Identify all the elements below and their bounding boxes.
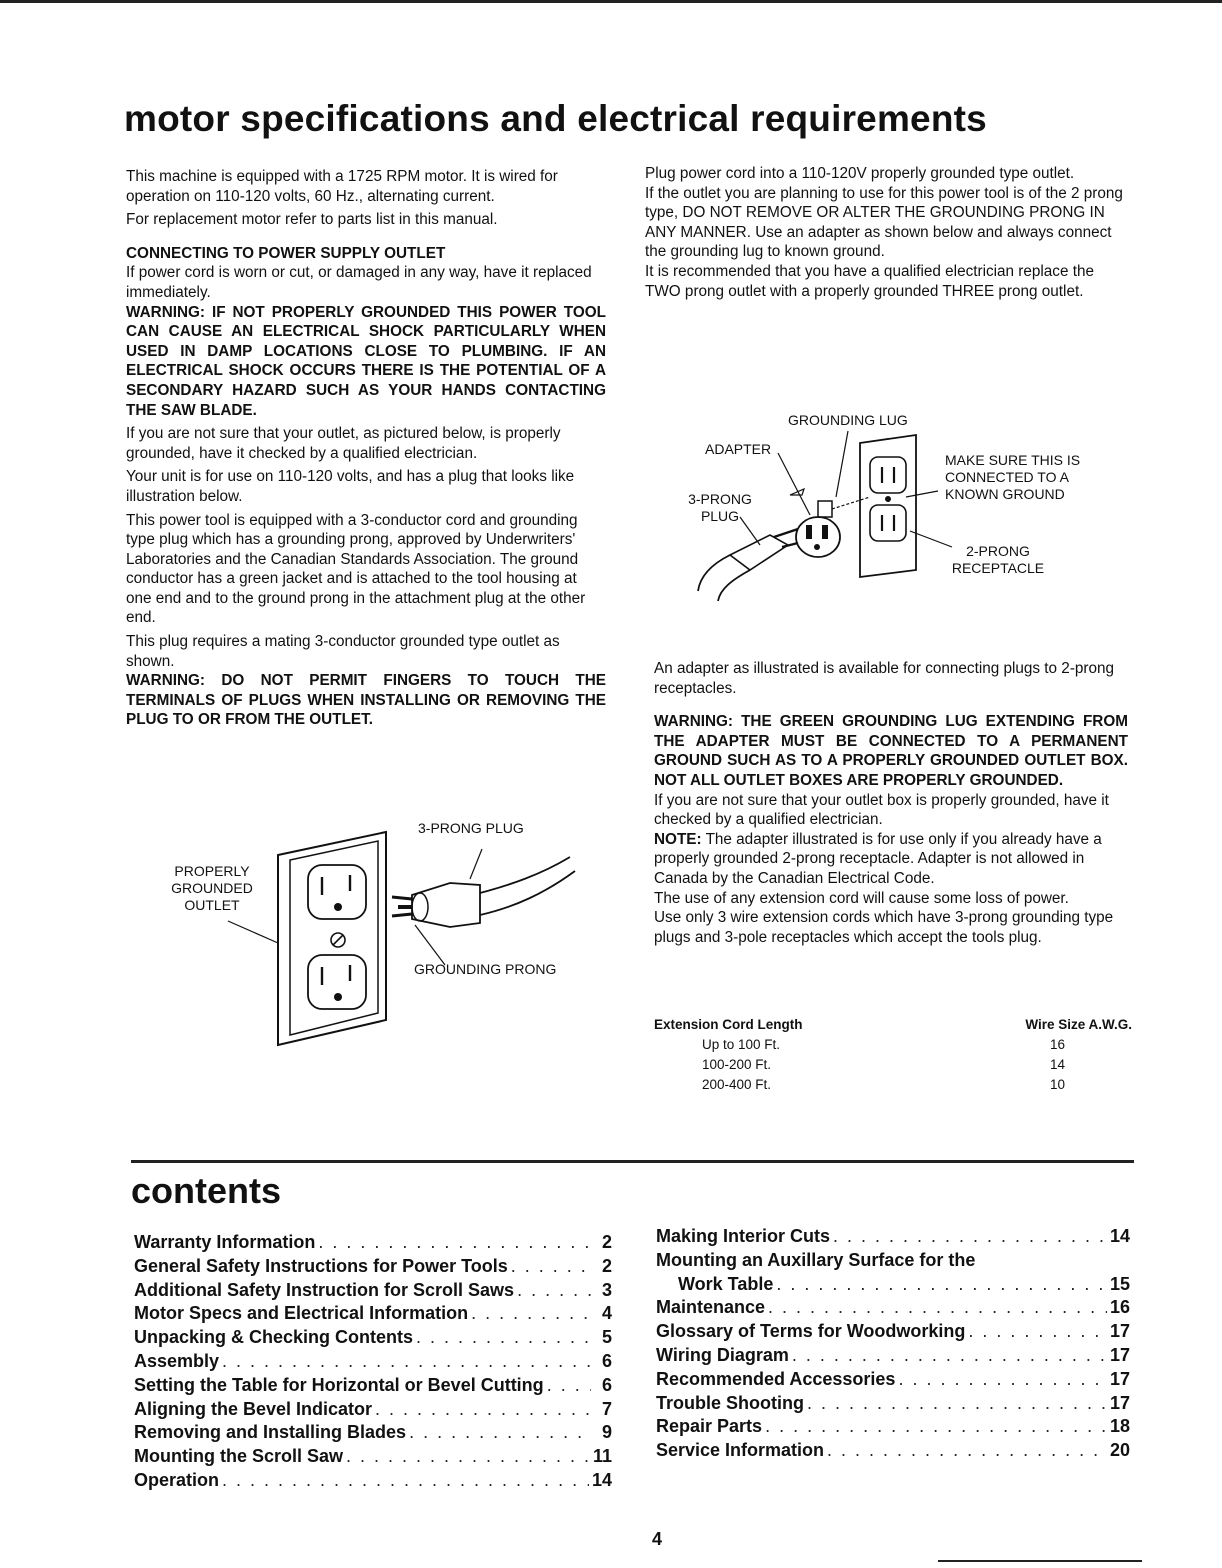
toc-label: General Safety Instructions for Power Tools (134, 1255, 508, 1276)
toc-label: Aligning the Bevel Indicator (134, 1398, 373, 1419)
conductor-paragraph: This power tool is equipped with a 3-conductor cord and grounding type plug which has a grounding prong, approved by Underwriters' Laboratories and the Canadian Standards Association. The ground conductor has a green jacket and is attached to the tool housing at one end and to the ground prong in the attachment plug at the other end. (126, 511, 586, 627)
toc-page: 18 (1109, 1416, 1130, 1437)
right-column-bottom (654, 659, 1128, 947)
adapter-available-paragraph: An adapter as illustrated is available for connecting plugs to 2-prong receptacles. (654, 660, 1115, 697)
bottom-rule (938, 1560, 1142, 1562)
toc-entry[interactable] (134, 1445, 612, 1469)
two-prong-paragraph: If the outlet you are planning to use for this power tool is of the 2 prong type, DO NOT REMOVE OR ALTER THE GROUNDING PRONG IN ANY MANNER. Use an adapter as shown below and always connect the grounding lug to known ground. (645, 184, 1123, 261)
cord-length: 200-400 Ft. (702, 1077, 772, 1092)
extension-table-header (654, 1015, 1132, 1035)
voltage-paragraph: Your unit is for use on 110-120 volts, and has a plug that looks like illustration below. (126, 468, 575, 505)
toc-page: 17 (1109, 1344, 1130, 1365)
toc-entry[interactable] (656, 1439, 1130, 1463)
toc-page: 14 (1109, 1226, 1130, 1246)
extension-cords-paragraph: Use only 3 wire extension cords which have 3-prong grounding type plugs and 3-pole receptacles which accept the tools plug. (654, 909, 1114, 946)
electrician-paragraph: It is recommended that you have a qualified electrician replace the TWO prong outlet with a properly grounded THREE prong outlet. (645, 262, 1094, 300)
mating-outlet-paragraph: This plug requires a mating 3-conductor grounded type outlet as shown. (126, 633, 560, 670)
toc-label: Motor Specs and Electrical Information (134, 1303, 469, 1324)
extension-cord-table (654, 1015, 1132, 1095)
replacement-motor-note: For replacement motor refer to parts list in this manual. (126, 211, 498, 229)
toc-label: Maintenance (656, 1297, 766, 1318)
toc-label: Making Interior Cuts (656, 1226, 831, 1246)
toc-label: Additional Safety Instruction for Scroll Saws (134, 1279, 515, 1300)
toc-entry[interactable] (134, 1279, 612, 1303)
grounding-lug-label: GROUNDING LUG (788, 412, 908, 428)
note-label: NOTE: (654, 830, 702, 848)
extension-loss-paragraph: The use of any extension cord will cause some loss of power. (654, 889, 1069, 907)
toc-page: 17 (1109, 1321, 1130, 1342)
toc-page: 14 (591, 1469, 612, 1490)
contents-title: contents (131, 1170, 282, 1211)
section-heading: CONNECTING TO POWER SUPPLY OUTLET (126, 244, 446, 262)
table-row (654, 1035, 1132, 1055)
table-row (654, 1055, 1132, 1075)
toc-entry[interactable] (656, 1392, 1130, 1416)
toc-page: 9 (601, 1422, 612, 1443)
plug-in-paragraph: Plug power cord into a 110-120V properly grounded type outlet. (645, 165, 1075, 182)
contents-left-column (134, 1231, 612, 1493)
cord-length: 100-200 Ft. (702, 1057, 772, 1072)
outlet-label: PROPERLY GROUNDED OUTLET (171, 863, 253, 913)
toc-label: Removing and Installing Blades (134, 1422, 407, 1443)
toc-page: 5 (601, 1327, 612, 1348)
terminals-warning: WARNING: DO NOT PERMIT FINGERS TO TOUCH THE TERMINALS OF PLUGS WHEN INSTALLING OR REMOVING THE PLUG TO OR FROM THE OUTLET. (126, 672, 606, 729)
toc-entry[interactable] (134, 1302, 612, 1326)
contents-divider (131, 1160, 1134, 1163)
toc-entry[interactable] (656, 1225, 1130, 1249)
known-ground-label: MAKE SURE THIS IS CONNECTED TO A KNOWN GROUND (945, 452, 1081, 502)
toc-label: Wiring Diagram (656, 1344, 789, 1365)
wire-size: 14 (1050, 1057, 1066, 1072)
adapter-note (654, 830, 1128, 889)
wire-size: 16 (1050, 1037, 1066, 1052)
toc-page: 11 (592, 1446, 612, 1467)
toc-page: 2 (601, 1232, 612, 1252)
toc-page: 17 (1109, 1368, 1130, 1389)
table-row (654, 1075, 1132, 1095)
awg-header: Wire Size A.W.G. (1025, 1017, 1132, 1032)
three-prong-plug-label: 3-PRONG PLUG (688, 491, 752, 524)
toc-entry[interactable] (656, 1415, 1130, 1439)
toc-entry[interactable] (134, 1326, 612, 1350)
cord-length: Up to 100 Ft. (702, 1037, 781, 1052)
toc-page: 20 (1109, 1440, 1130, 1461)
toc-page: 16 (1109, 1297, 1130, 1318)
plug-label: 3-PRONG PLUG (418, 820, 524, 836)
adapter-label: ADAPTER (705, 441, 772, 457)
toc-label: Unpacking & Checking Contents (134, 1327, 414, 1348)
outlet-check-paragraph: If you are not sure that your outlet, as pictured below, is properly grounded, have it checked by a qualified electrician. (126, 425, 561, 462)
toc-entry[interactable] (134, 1255, 612, 1279)
toc-label: Assembly (134, 1350, 220, 1371)
toc-label: Service Information (656, 1440, 825, 1461)
toc-page: 7 (601, 1398, 612, 1419)
toc-entry[interactable] (134, 1350, 612, 1374)
receptacle-label: 2-PRONG RECEPTACLE (951, 543, 1045, 576)
grounding-warning: WARNING: IF NOT PROPERLY GROUNDED THIS POWER TOOL CAN CAUSE AN ELECTRICAL SHOCK PARTICULARLY WHEN USED IN DAMP LOCATIONS CLOSE TO PLUMBING. IF AN ELECTRICAL SHOCK OCCURS THERE IS THE POTENTIAL OF A SECONDARY HAZARD SUCH AS YOUR HANDS CONTACTING THE SAW BLADE. (126, 303, 606, 419)
grounding-prong-label: GROUNDING PRONG (414, 961, 557, 977)
toc-label: Glossary of Terms for Woodworking (656, 1321, 966, 1342)
toc-page: 2 (601, 1255, 612, 1276)
toc-page: 3 (601, 1279, 612, 1300)
top-rule (0, 0, 1222, 3)
intro-paragraph: This machine is equipped with a 1725 RPM motor. It is wired for operation on 110-120 volts, 60 Hz., alternating current. (126, 168, 558, 205)
grounding-lug-warning: WARNING: THE GREEN GROUNDING LUG EXTENDING FROM THE ADAPTER MUST BE CONNECTED TO A PERMANENT GROUND SUCH AS TO A PROPERLY GROUNDED OUTLET BOX. NOT ALL OUTLET BOXES ARE PROPERLY GROUNDED. (654, 713, 1128, 789)
right-column-top (645, 164, 1125, 301)
wire-size: 10 (1050, 1077, 1066, 1092)
toc-label: Warranty Information (134, 1232, 316, 1252)
outlet-illustration (150, 815, 600, 1065)
toc-entry[interactable] (656, 1249, 1130, 1273)
toc-page: 17 (1109, 1392, 1130, 1413)
toc-label: Operation (134, 1469, 220, 1490)
toc-entry[interactable] (134, 1421, 612, 1445)
toc-entry[interactable] (656, 1320, 1130, 1344)
toc-entry[interactable] (134, 1469, 612, 1493)
toc-label: Mounting the Scroll Saw (134, 1446, 344, 1467)
page-number: 4 (652, 1529, 663, 1549)
toc-page: 4 (601, 1303, 612, 1324)
toc-entry[interactable] (134, 1398, 612, 1422)
outlet-box-paragraph: If you are not sure that your outlet box is properly grounded, have it checked by a qualified electrician. (654, 791, 1109, 829)
toc-label: Setting the Table for Horizontal or Bevel Cutting (134, 1374, 544, 1395)
toc-label: Mounting an Auxillary Surface for the (656, 1249, 976, 1270)
toc-entry[interactable] (656, 1368, 1130, 1392)
left-column (126, 167, 606, 730)
toc-entry[interactable] (134, 1231, 612, 1255)
note-text: The adapter illustrated is for use only if you already have a properly grounded 2-prong receptacle. Adapter is not allowed in Canada by the Canadian Electrical Code. (654, 830, 1102, 887)
toc-label: Repair Parts (656, 1416, 763, 1437)
adapter-figure (670, 405, 1130, 605)
toc-entry[interactable] (134, 1374, 612, 1398)
toc-entry[interactable] (656, 1273, 1130, 1297)
page-title: motor specifications and electrical requirements (124, 98, 987, 139)
grounded-outlet-figure (150, 815, 600, 1065)
toc-label: Work Table (678, 1273, 774, 1294)
toc-label: Trouble Shooting (656, 1392, 804, 1413)
toc-entry[interactable] (656, 1296, 1130, 1320)
contents-right-column (656, 1225, 1130, 1463)
cord-damage-paragraph: If power cord is worn or cut, or damaged in any way, have it replaced immediately. (126, 264, 592, 301)
length-header: Extension Cord Length (654, 1017, 803, 1032)
toc-page: 6 (601, 1374, 612, 1395)
toc-page: 15 (1109, 1273, 1130, 1294)
toc-label: Recommended Accessories (656, 1368, 896, 1389)
toc-entry[interactable] (656, 1344, 1130, 1368)
toc-page: 6 (601, 1350, 612, 1371)
